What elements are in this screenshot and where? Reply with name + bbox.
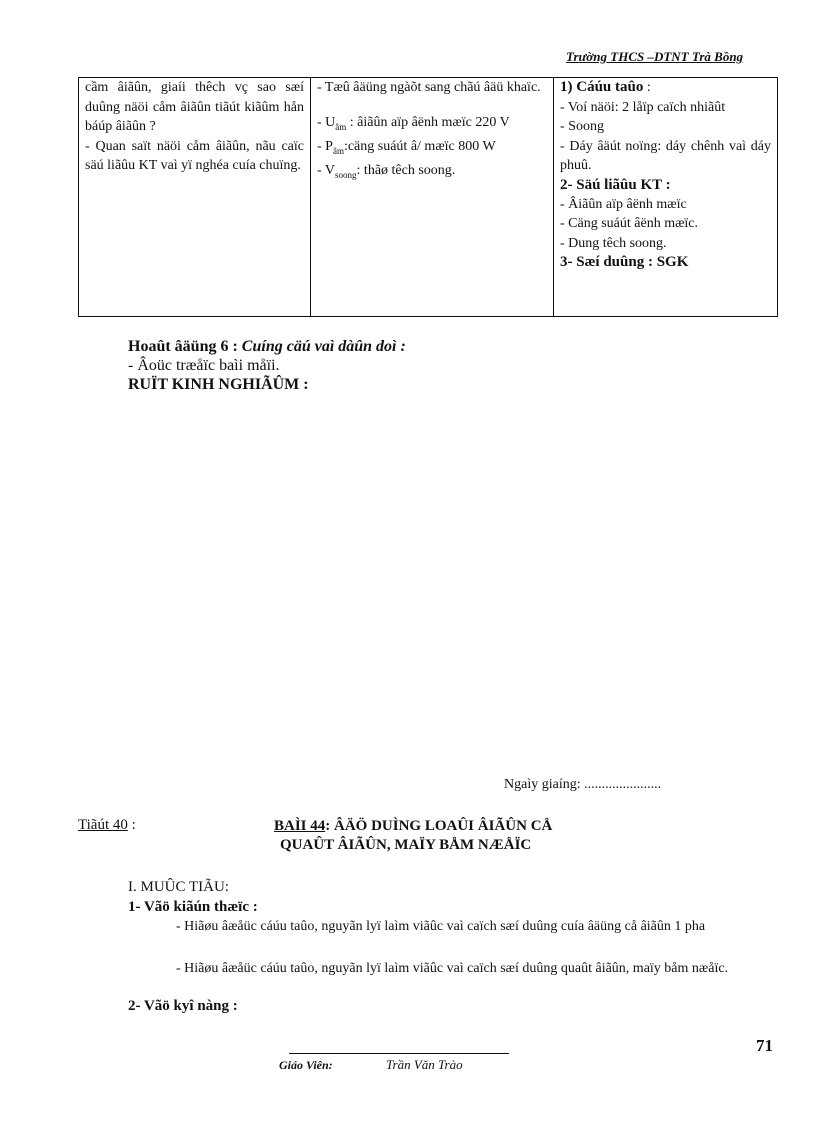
teaching-date: Ngaìy giaíng: ...................... bbox=[504, 777, 662, 792]
table-cell-activities bbox=[79, 78, 311, 317]
volume-text: - $V_{soong}$: thãø têch soong. bbox=[317, 163, 456, 180]
section-heading: 1) Cáúu taûo : bbox=[560, 79, 651, 95]
list-item: - Voí näöi: 2 låïp caïch nhiãût bbox=[560, 99, 726, 115]
skills-subheading: 2- Vãö kyî nàng : bbox=[128, 998, 238, 1014]
objectives-heading: I. MUÛC TIÃU: 1- Vãö kiãún thæïc : bbox=[128, 879, 258, 915]
footer-divider bbox=[289, 1053, 509, 1054]
section-heading: 3- Sæí duûng : SGK bbox=[560, 254, 689, 270]
table-text: - Tæû âäüng ngàõt sang chãú âäü khaïc. bbox=[317, 80, 541, 95]
activity-heading: Hoaût âäüng 6 : Cuíng cäú vaì dàûn doì : bbox=[128, 338, 406, 355]
lesson-table bbox=[78, 77, 778, 317]
teacher-label: Giáo Viên: bbox=[279, 1058, 333, 1072]
list-item: - Dáy âäút noïng: dáy chênh vaì dáy phuû. bbox=[560, 138, 771, 173]
section-heading: 2- Säú liãûu KT : bbox=[560, 176, 671, 193]
rated-voltage-text: - $U_{âm}$ : âiãûn aïp âënh mæïc 220 V bbox=[317, 114, 510, 132]
list-item: - Âiãûn aïp âënh mæïc bbox=[560, 196, 687, 212]
table-cell-content bbox=[554, 78, 778, 317]
list-item: - Dung têch soong. bbox=[560, 235, 667, 251]
prepare-text: - Âoüc træåïc baìi måïi. bbox=[128, 357, 280, 374]
knowledge-subheading: 1- Vãö kiãún thæïc : bbox=[128, 899, 258, 915]
period-label: Tiãút 40 : bbox=[78, 817, 136, 833]
page-number: 71 bbox=[756, 1036, 773, 1055]
rated-power-text: - $P_{âm}:cäng$ suáút â/ mæïc 800 W bbox=[317, 138, 496, 156]
table-row bbox=[79, 78, 778, 317]
experience-heading: RUÏT KINH NGHIÃÛM : bbox=[128, 376, 309, 393]
header-school-name: Trường THCS –DTNT Trà Bồng bbox=[566, 49, 744, 64]
table-text: cầm âiãûn, giaíi thêch vç sao sæí duûng näöi cåm âiãûn tiãút kiãûm hån báúp âiãûn ? bbox=[85, 80, 304, 134]
objective-paragraph: - Hiãøu âæåüc cáúu taûo, nguyãn lyï laìm viãûc vaì caïch sæí duûng quaût âiãûn, maïy båm næåïc. bbox=[176, 961, 729, 976]
table-cell-answers bbox=[311, 78, 554, 317]
objective-paragraph: - Hiãøu âæåüc cáúu taûo, nguyãn lyï laìm viãûc vaì caïch sæí duûng cuía âäüng cå âiãûn 1 pha bbox=[176, 919, 706, 934]
teacher-name: Trần Văn Trào bbox=[386, 1057, 463, 1072]
lesson-title: BAÌI 44: ÂÄÖ DUÌNG LOAÛI ÂIÃÛN CÅ QUAÛT ÂIÃÛN, MAÏY BÅM NÆÅÏC bbox=[274, 818, 553, 853]
table-text: - Quan saït näöi cåm âiãûn, nãu caïc säú liãûu KT vaì yï nghéa cuía chuïng. bbox=[85, 138, 304, 173]
list-item: - Soong bbox=[560, 119, 604, 134]
list-item: - Cäng suáút âënh mæïc. bbox=[560, 216, 699, 231]
